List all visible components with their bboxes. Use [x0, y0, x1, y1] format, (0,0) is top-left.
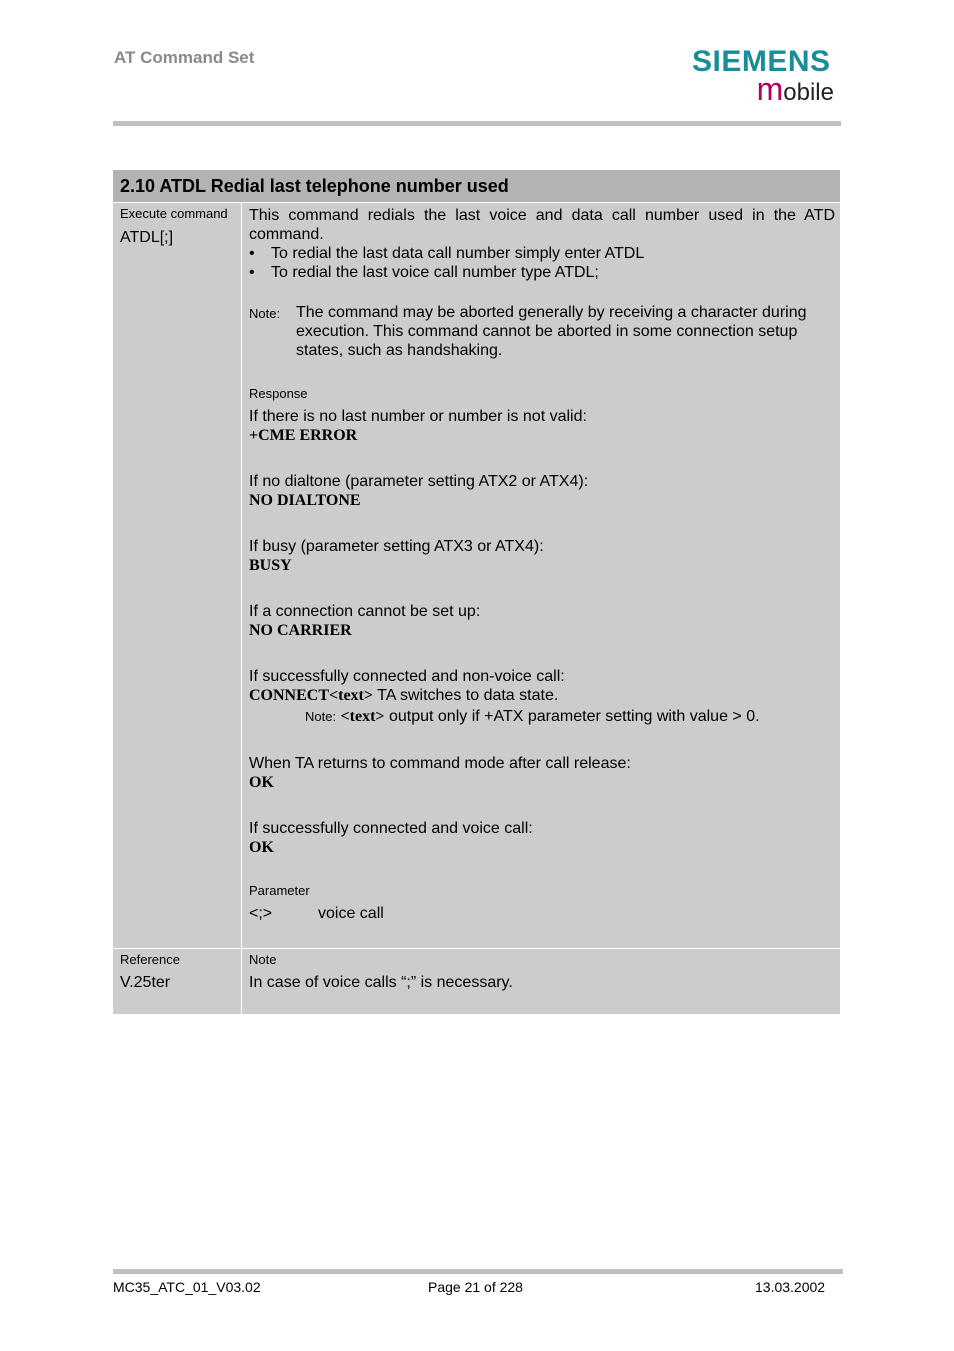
- connect-note: [305, 707, 760, 726]
- response-condition: If busy (parameter setting ATX3 or ATX4):: [249, 538, 544, 555]
- connect-note-text: output only if +ATX parameter setting with value > 0.: [384, 708, 760, 725]
- response-code: CONNECT<text>: [249, 687, 373, 704]
- logo-mobile: [756, 71, 834, 108]
- connect-note-code: <text>: [340, 708, 385, 725]
- bullet-item: To redial the last voice call number type ATDL;: [271, 264, 599, 281]
- parameter-desc: voice call: [318, 905, 384, 922]
- reference-label: Reference: [120, 952, 180, 967]
- response-condition: If successfully connected and non-voice call:: [249, 668, 565, 685]
- connect-note-label: Note:: [305, 709, 337, 724]
- column-divider: [241, 202, 242, 1014]
- command-description: This command redials the last voice and data call number used in the ATD command.: [249, 207, 835, 243]
- siemens-mobile-logo: [692, 44, 842, 106]
- logo-m: m: [756, 71, 784, 107]
- response-condition: If a connection cannot be set up:: [249, 603, 481, 620]
- response-condition: If there is no last number or number is not valid:: [249, 408, 587, 425]
- response-code: NO DIALTONE: [249, 492, 361, 509]
- footer-date: 13.03.2002: [755, 1279, 826, 1295]
- response-condition: When TA returns to command mode after call release:: [249, 755, 631, 772]
- parameter-name: <;>: [249, 905, 273, 922]
- section-title-bar: [113, 170, 840, 203]
- parameter-label: Parameter: [249, 883, 310, 898]
- bullet-dot: •: [249, 264, 255, 281]
- response-code: NO CARRIER: [249, 622, 352, 639]
- response-suffix: TA switches to data state.: [373, 687, 559, 704]
- command-table: [113, 170, 840, 1014]
- footer-doc-id: MC35_ATC_01_V03.02: [113, 1279, 261, 1295]
- connect-response: [249, 686, 558, 705]
- row-divider: [113, 948, 840, 949]
- page-header-title: AT Command Set: [114, 48, 255, 67]
- response-code: +CME ERROR: [249, 427, 358, 444]
- section-title: 2.10 ATDL Redial last telephone number used: [120, 176, 509, 196]
- reference-value: V.25ter: [120, 974, 171, 991]
- response-code: OK: [249, 839, 274, 856]
- note-label: Note:: [249, 306, 281, 321]
- response-condition: If successfully connected and voice call:: [249, 820, 533, 837]
- bullet-item: To redial the last data call number simply enter ATDL: [271, 245, 645, 262]
- logo-brand: SIEMENS: [692, 45, 831, 78]
- response-condition: If no dialtone (parameter setting ATX2 or ATX4):: [249, 473, 589, 490]
- note-text: The command may be aborted generally by receiving a character during execution. This command cannot be aborted in some connection setup states, such as handshaking.: [296, 304, 807, 359]
- logo-rest: obile: [783, 79, 834, 106]
- header-rule: [113, 121, 841, 126]
- response-code: OK: [249, 774, 274, 791]
- reference-note-label: Note: [249, 952, 277, 967]
- reference-note-text: In case of voice calls “;” is necessary.: [249, 974, 513, 991]
- bullet-dot: •: [249, 245, 255, 262]
- footer-rule: [113, 1269, 843, 1274]
- execute-command-label: Execute command: [120, 206, 228, 221]
- footer-page-number: Page 21 of 228: [428, 1279, 523, 1295]
- response-code: BUSY: [249, 557, 292, 574]
- command-syntax: ATDL[;]: [120, 229, 174, 246]
- response-label: Response: [249, 386, 308, 401]
